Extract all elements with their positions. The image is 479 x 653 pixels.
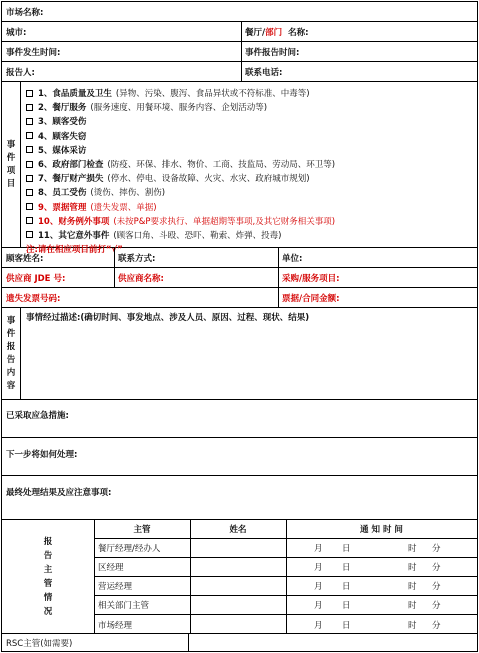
checkbox-icon[interactable] <box>26 90 33 97</box>
event-item-title: 2、餐厅服务 <box>38 103 87 114</box>
event-item[interactable] <box>26 157 335 171</box>
day-label: 日 <box>342 544 351 554</box>
minute-label: 分 <box>432 563 441 573</box>
notify-name-input[interactable] <box>190 577 286 595</box>
incident-report-form <box>1 1 478 652</box>
event-item-list <box>26 86 335 256</box>
event-item[interactable] <box>26 129 335 143</box>
event-time-row <box>2 42 477 62</box>
customer-name-field[interactable]: 顾客姓名: <box>6 253 44 264</box>
report-time-field[interactable]: 事件报告时间: <box>245 47 300 58</box>
city-field[interactable]: 城市: <box>6 27 27 38</box>
event-item-title: 1、食品质量及卫生 <box>38 89 112 100</box>
final-result-section <box>2 476 477 520</box>
month-label: 月 <box>314 601 323 611</box>
checkbox-icon[interactable] <box>26 175 33 182</box>
event-item-title: 4、顾客失窃 <box>38 131 87 142</box>
event-item[interactable] <box>26 86 335 100</box>
city-row <box>2 22 477 42</box>
next-step-field[interactable]: 下一步将如何处理: <box>6 450 78 460</box>
notify-supervisor-label: 区经理 <box>98 563 124 573</box>
lost-invoice-row <box>2 288 477 308</box>
day-label: 日 <box>342 620 351 631</box>
day-label: 日 <box>342 563 351 573</box>
notify-supervisor-label: 相关部门主管 <box>98 601 150 611</box>
notify-table <box>2 520 477 634</box>
notify-header-row <box>94 520 477 539</box>
event-item[interactable] <box>26 228 335 242</box>
month-label: 月 <box>314 563 323 573</box>
event-item[interactable] <box>26 200 335 214</box>
minute-label: 分 <box>432 601 441 611</box>
restaurant-suffix: 名称: <box>288 27 309 38</box>
customer-contact-field[interactable]: 联系方式: <box>118 253 156 264</box>
hour-label: 时 <box>408 601 417 611</box>
col-name: 姓名 <box>229 525 247 535</box>
event-item-description: (遗失发票、单据) <box>90 202 157 213</box>
event-item-title: 9、票据管理 <box>38 202 87 213</box>
event-item-description: (顾客口角、斗殴、恐吓、勒索、炸弹、投毒) <box>113 230 282 241</box>
checkbox-icon[interactable] <box>26 161 33 168</box>
checkbox-icon[interactable] <box>26 203 33 210</box>
checkbox-icon[interactable] <box>26 217 33 224</box>
event-item[interactable] <box>26 100 335 114</box>
hour-label: 时 <box>408 582 417 592</box>
supplier-jde-field[interactable]: 供应商 JDE 号: <box>6 273 66 284</box>
col-supervisor: 主管 <box>133 525 151 535</box>
hour-label: 时 <box>408 544 417 554</box>
month-label: 月 <box>314 544 323 554</box>
notify-row <box>94 577 477 596</box>
minute-label: 分 <box>432 620 441 631</box>
contact-phone-field[interactable]: 联系电话: <box>245 67 283 78</box>
notify-name-input[interactable] <box>190 539 286 557</box>
reporter-field[interactable]: 报告人: <box>6 67 35 78</box>
customer-row <box>2 248 477 268</box>
report-side-label: 事 件 报 告 内 容 <box>6 315 16 391</box>
event-items-side-label: 事 件 项 目 <box>6 139 16 189</box>
notify-supervisor-label: 市场经理 <box>98 620 133 631</box>
event-item[interactable] <box>26 114 335 128</box>
event-item-description: (未按P&P要求执行、单据超期等事项,及其它财务相关事项) <box>113 216 336 227</box>
checkbox-icon[interactable] <box>26 146 33 153</box>
rsc-supervisor-field[interactable]: RSC主管(如需要) <box>6 638 73 649</box>
supplier-row <box>2 268 477 288</box>
notify-supervisor-label: 营运经理 <box>98 582 133 592</box>
event-item-title: 11、其它意外事件 <box>38 230 110 241</box>
event-item-description: (停水、停电、设备故障、火灾、水灾、政府城市规划) <box>107 174 310 185</box>
notify-supervisor-label: 餐厅经理/经办人 <box>98 544 161 554</box>
event-items-section <box>2 82 477 256</box>
event-item-description: (防疫、环保、排水、物价、工商、技监局、劳动局、环卫等) <box>107 160 336 171</box>
measures-field[interactable]: 已采取应急措施: <box>6 411 69 421</box>
measures-section <box>2 400 477 438</box>
event-item-description: (烫伤、摔伤、割伤) <box>90 188 166 199</box>
report-description-field[interactable]: 事情经过描述:(确切时间、事发地点、涉及人员、原因、过程、现状、结果) <box>26 313 310 323</box>
supplier-name-field[interactable]: 供应商名称: <box>118 273 164 284</box>
event-item[interactable] <box>26 214 335 228</box>
report-section <box>2 308 477 400</box>
event-item-title: 8、员工受伤 <box>38 188 87 199</box>
notify-row <box>94 539 477 558</box>
notify-row <box>94 596 477 615</box>
checkbox-icon[interactable] <box>26 189 33 196</box>
month-label: 月 <box>314 620 323 631</box>
event-item-title: 7、餐厅财产损失 <box>38 174 104 185</box>
restaurant-dept: 部门 <box>265 27 283 38</box>
market-name-row <box>2 2 477 22</box>
checkbox-icon[interactable] <box>26 104 33 111</box>
minute-label: 分 <box>432 582 441 592</box>
supplier-purchase-field[interactable]: 采购/服务项目: <box>282 273 340 284</box>
event-item-description: (服务速度、用餐环境、服务内容、企划活动等) <box>90 103 268 114</box>
reporter-row <box>2 62 477 82</box>
day-label: 日 <box>342 582 351 592</box>
hour-label: 时 <box>408 563 417 573</box>
hour-label: 时 <box>408 620 417 631</box>
notify-row <box>94 615 477 634</box>
notify-name-input[interactable] <box>190 615 286 634</box>
market-name-field[interactable]: 市场名称: <box>6 7 44 18</box>
event-item[interactable] <box>26 171 335 185</box>
invoice-amount-field[interactable]: 票据/合同金额: <box>282 293 340 304</box>
notify-name-input[interactable] <box>190 596 286 614</box>
customer-unit-field[interactable]: 单位: <box>282 253 303 264</box>
event-item-title: 3、顾客受伤 <box>38 117 87 128</box>
day-label: 日 <box>342 601 351 611</box>
rsc-row <box>2 634 477 651</box>
lost-invoice-number-field[interactable]: 遗失发票号码: <box>6 293 61 304</box>
event-item-title: 注:请在相应项目前打“√” <box>26 245 123 256</box>
final-result-field[interactable]: 最终处理结果及应注意事项: <box>6 488 112 498</box>
notify-side-label: 报 告 主 管 情 况 <box>43 536 53 617</box>
checkbox-icon[interactable] <box>26 132 33 139</box>
col-notify-time: 通 知 时 间 <box>360 525 403 535</box>
event-time-field[interactable]: 事件发生时间: <box>6 47 61 58</box>
minute-label: 分 <box>432 544 441 554</box>
restaurant-name-field[interactable] <box>241 22 477 41</box>
notify-name-input[interactable] <box>190 558 286 576</box>
checkbox-icon[interactable] <box>26 118 33 125</box>
checkbox-icon[interactable] <box>26 231 33 238</box>
event-item[interactable] <box>26 143 335 157</box>
event-item-title: 5、媒体采访 <box>38 145 87 156</box>
month-label: 月 <box>314 582 323 592</box>
event-item-description: (异物、污染、腹泻、食品异状或不符标准、中毒等) <box>115 89 310 100</box>
notify-row <box>94 558 477 577</box>
event-item[interactable] <box>26 185 335 199</box>
event-item-title: 6、政府部门检查 <box>38 160 104 171</box>
restaurant-prefix: 餐厅/ <box>245 27 266 38</box>
event-item-title: 10、财务例外事项 <box>38 216 110 227</box>
next-step-section <box>2 438 477 476</box>
